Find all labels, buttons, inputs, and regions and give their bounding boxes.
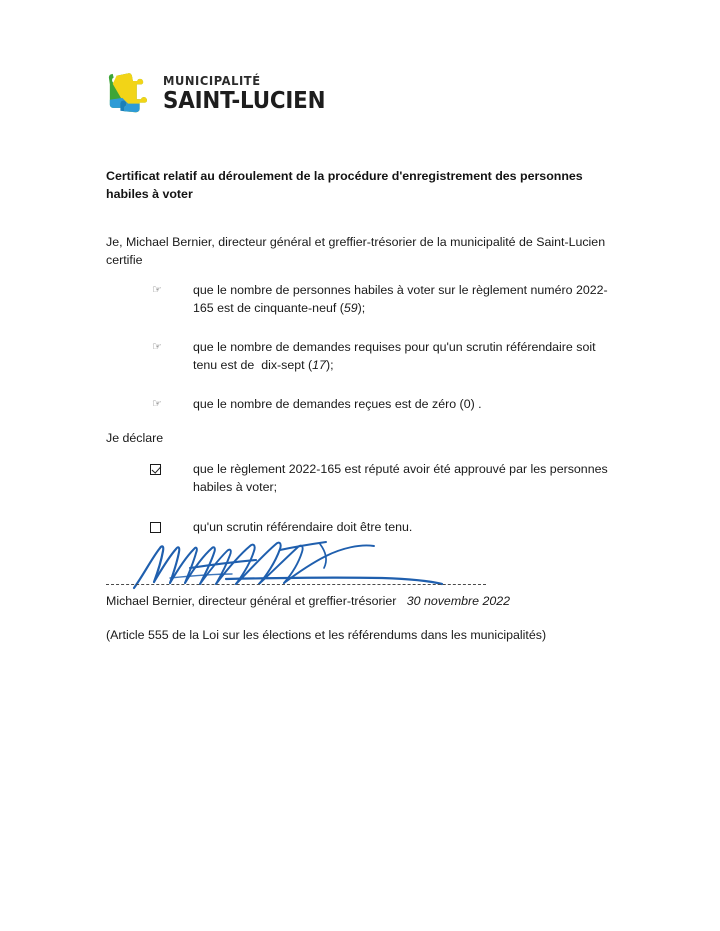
pointing-hand-icon: ☞ bbox=[152, 397, 162, 410]
checkbox-approved[interactable] bbox=[150, 464, 161, 475]
clause-text-after: ); bbox=[325, 357, 334, 372]
signature-block bbox=[106, 540, 506, 588]
declaration-row bbox=[106, 461, 616, 497]
clause-text-after: ); bbox=[357, 300, 366, 315]
clause-text-before: que le nombre de demandes reçues est de zéro (0) . bbox=[193, 396, 482, 411]
handwritten-signature bbox=[130, 538, 450, 594]
clause-text bbox=[193, 396, 616, 414]
checkbox-referendum[interactable] bbox=[150, 522, 161, 533]
certified-clause-list bbox=[106, 282, 616, 435]
clause-text-before: que le nombre de demandes requises pour qu'un scrutin référendaire soit tenu est de dix-sept ( bbox=[193, 339, 600, 372]
signature-line bbox=[106, 584, 486, 585]
signature-date: 30 novembre 2022 bbox=[406, 594, 511, 608]
clause-text-before: que le nombre de personnes habiles à voter sur le règlement numéro 2022-165 est de cinquante-neuf ( bbox=[193, 283, 608, 315]
clause-item bbox=[106, 282, 616, 318]
declare-lead: Je déclare bbox=[106, 431, 164, 445]
clause-emphasis: 17 bbox=[312, 357, 326, 372]
clause-text bbox=[193, 339, 616, 375]
declaration-text: qu'un scrutin référendaire doit être tenu. bbox=[193, 519, 413, 534]
legal-reference-note: (Article 555 de la Loi sur les élections et les référendums dans les municipalités) bbox=[106, 628, 547, 642]
intro-paragraph: Je, Michael Bernier, directeur général et greffier-trésorier de la municipalité de Saint-Lucien certifie bbox=[106, 235, 606, 267]
logo-wordmark bbox=[163, 72, 338, 115]
document-title: Certificat relatif au déroulement de la procédure d'enregistrement des personnes habiles à voter bbox=[106, 169, 583, 201]
pointing-hand-icon: ☞ bbox=[152, 340, 162, 353]
declaration-row bbox=[106, 519, 616, 538]
pointing-hand-icon: ☞ bbox=[152, 284, 162, 296]
municipality-logo-icon bbox=[106, 70, 154, 118]
logo-line-saint-lucien: SAINT-LUCIEN bbox=[163, 88, 326, 115]
declaration-text: que le règlement 2022-165 est réputé avoir été approuvé par les personnes habiles à voter; bbox=[193, 462, 612, 494]
letterhead bbox=[106, 70, 338, 118]
checkbox-cell bbox=[106, 461, 193, 480]
clause-item bbox=[106, 396, 616, 414]
clause-text bbox=[193, 282, 616, 318]
checkbox-cell bbox=[106, 519, 193, 538]
logo-line-municipalite: MUNICIPALITÉ bbox=[163, 72, 261, 88]
caption-spacer bbox=[396, 594, 406, 608]
clause-emphasis: 59 bbox=[343, 300, 358, 315]
signatory-name-title: Michael Bernier, directeur général et greffier-trésorier bbox=[106, 594, 397, 608]
signature-caption bbox=[106, 594, 510, 608]
clause-item bbox=[106, 339, 616, 375]
